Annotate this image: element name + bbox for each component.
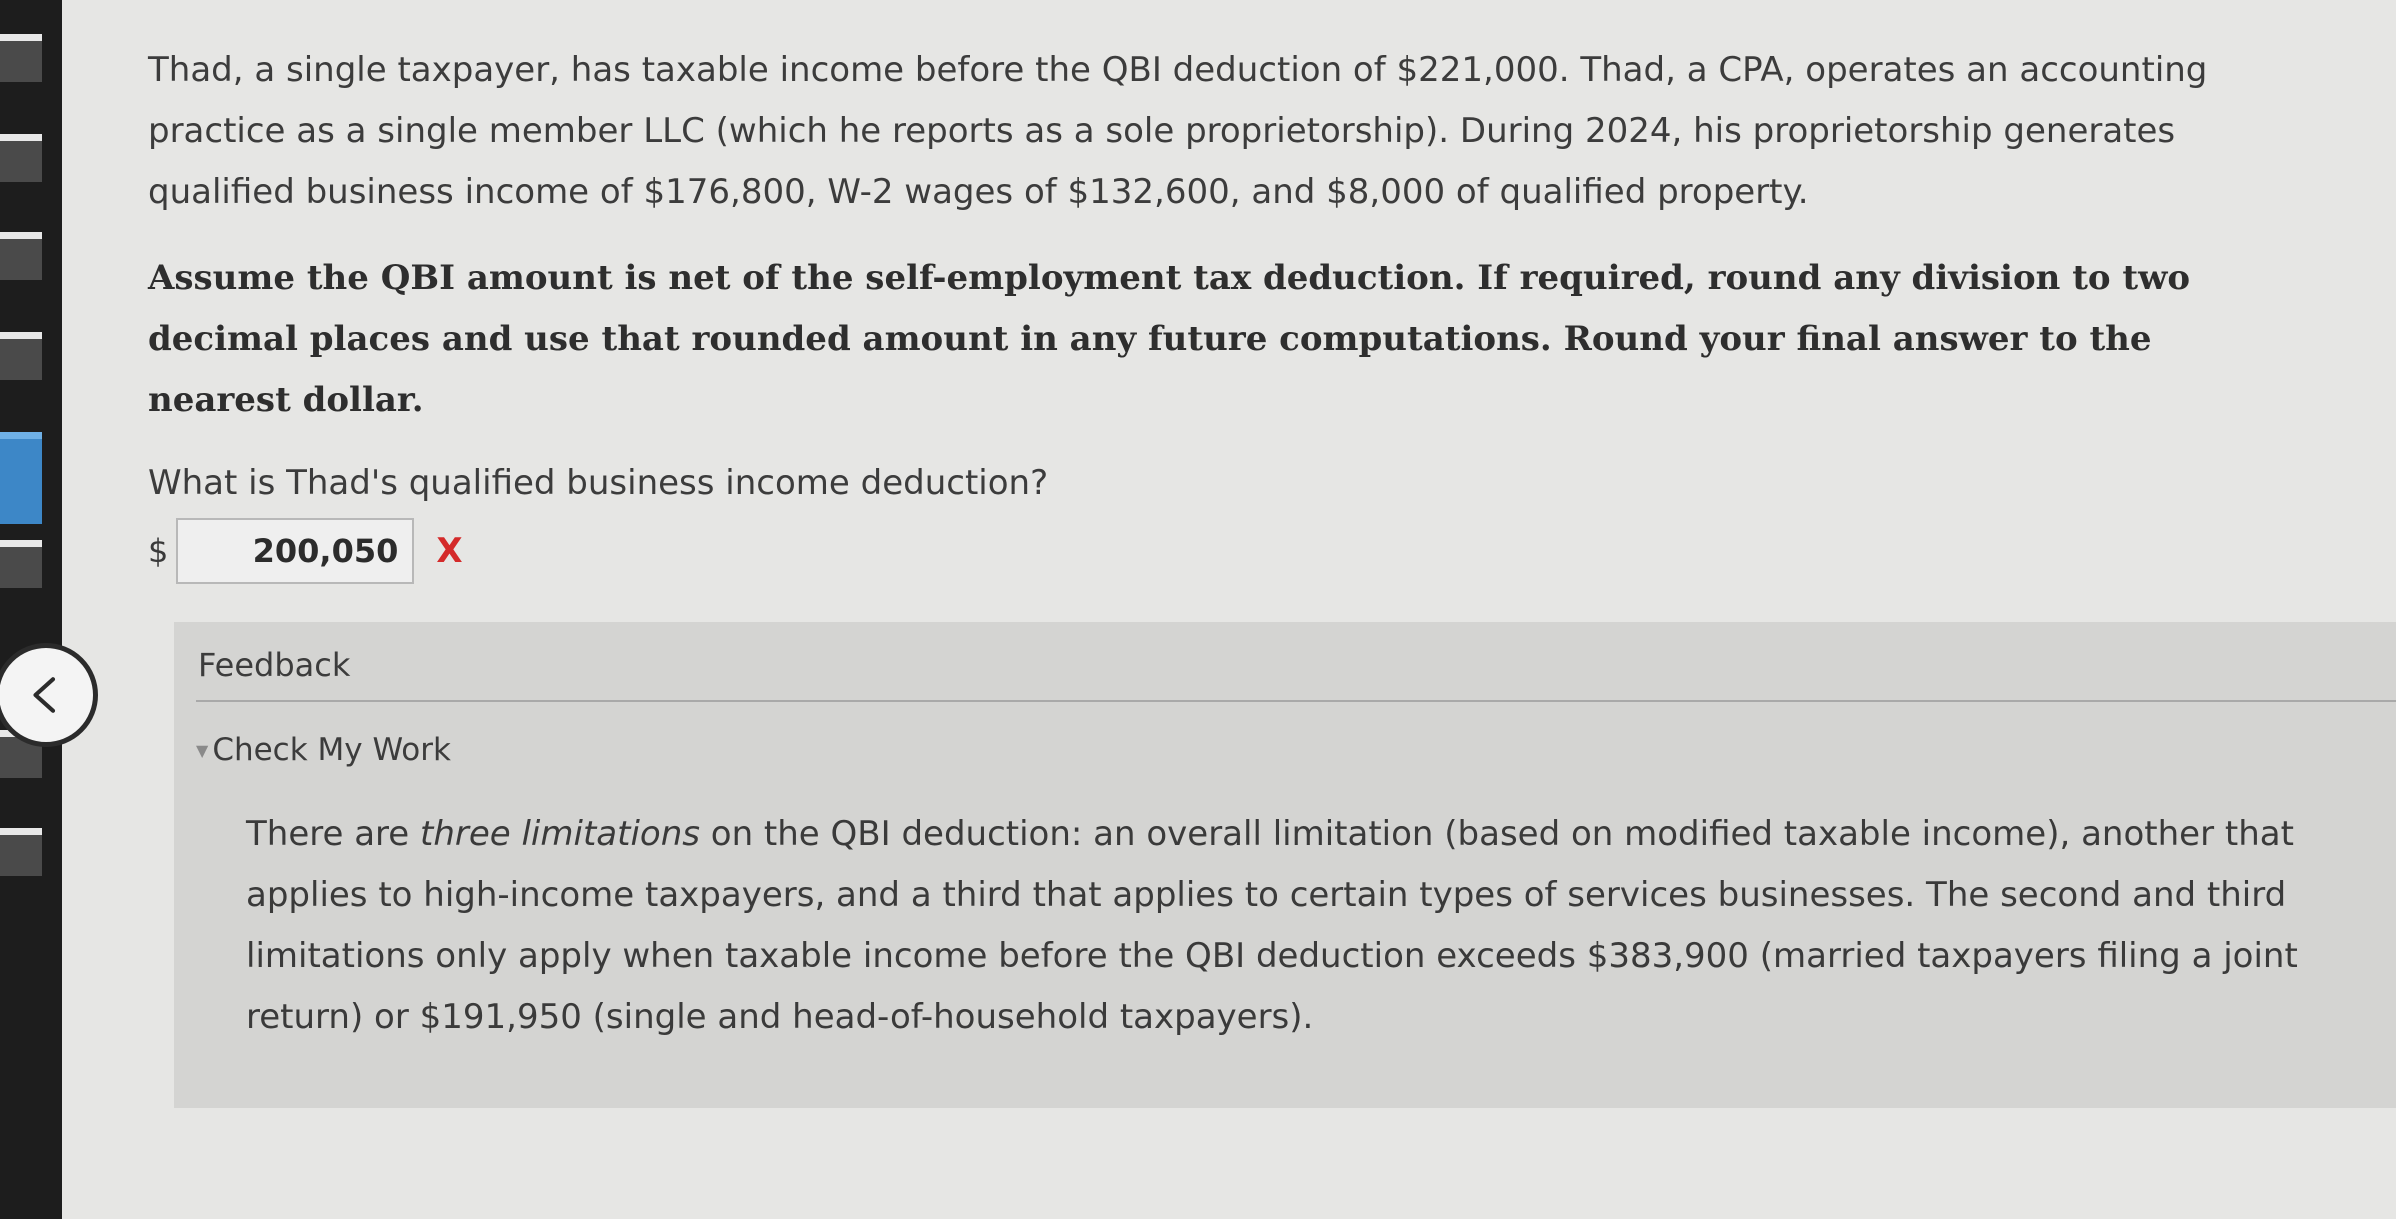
chevron-left-icon — [25, 674, 67, 716]
nav-tab-active[interactable] — [0, 432, 42, 524]
feedback-divider — [196, 700, 2396, 702]
feedback-text-part: There are — [246, 814, 420, 854]
problem-statement: Thad, a single taxpayer, has taxable income before the QBI deduction of $221,000. Thad, a CPA, operates an accounting practice as a single member LLC (which he reports as a sole proprietorship). During 2024, his proprietorship generates qualified business income of $176,800, W-2 wages of $132,600, and $8,000 of qualified property. — [148, 50, 2208, 212]
nav-tab[interactable] — [0, 34, 42, 82]
x-mark-icon: X — [436, 531, 463, 571]
left-nav-strip — [0, 0, 62, 1219]
instructions: Assume the QBI amount is net of the self-employment tax deduction. If required, round any division to two decimal places and use that rounded amount in any future computations. Round your final answer to the nearest dollar. — [148, 258, 2191, 420]
feedback-text-part: on the QBI deduction: an overall limitation (based on modified taxable income), another that applies to high-income taxpayers, and a third that applies to certain types of services businesses. The second and third limitations only apply when taxable income before the QBI deduction exceeds $383,900 (married taxpayers filing a joint return) or $191,950 (single and head-of-household taxpayers). — [246, 814, 2298, 1037]
check-my-work-toggle[interactable] — [196, 732, 451, 768]
triangle-down-icon: ▼ — [196, 740, 209, 760]
feedback-panel — [174, 622, 2396, 1108]
feedback-explanation — [246, 804, 2356, 1048]
nav-tab[interactable] — [0, 232, 42, 280]
nav-tab[interactable] — [0, 134, 42, 182]
currency-symbol: $ — [148, 532, 169, 570]
answer-input[interactable] — [176, 518, 414, 584]
feedback-title: Feedback — [198, 646, 351, 684]
back-button[interactable] — [0, 643, 98, 747]
nav-tab[interactable] — [0, 332, 42, 380]
feedback-text-emphasis: three limitations — [419, 814, 700, 854]
nav-tab[interactable] — [0, 828, 42, 876]
nav-tab[interactable] — [0, 540, 42, 588]
question-prompt: What is Thad's qualified business income deduction? — [148, 463, 1049, 503]
check-my-work-label: Check My Work — [212, 732, 451, 768]
answer-row — [148, 518, 463, 584]
